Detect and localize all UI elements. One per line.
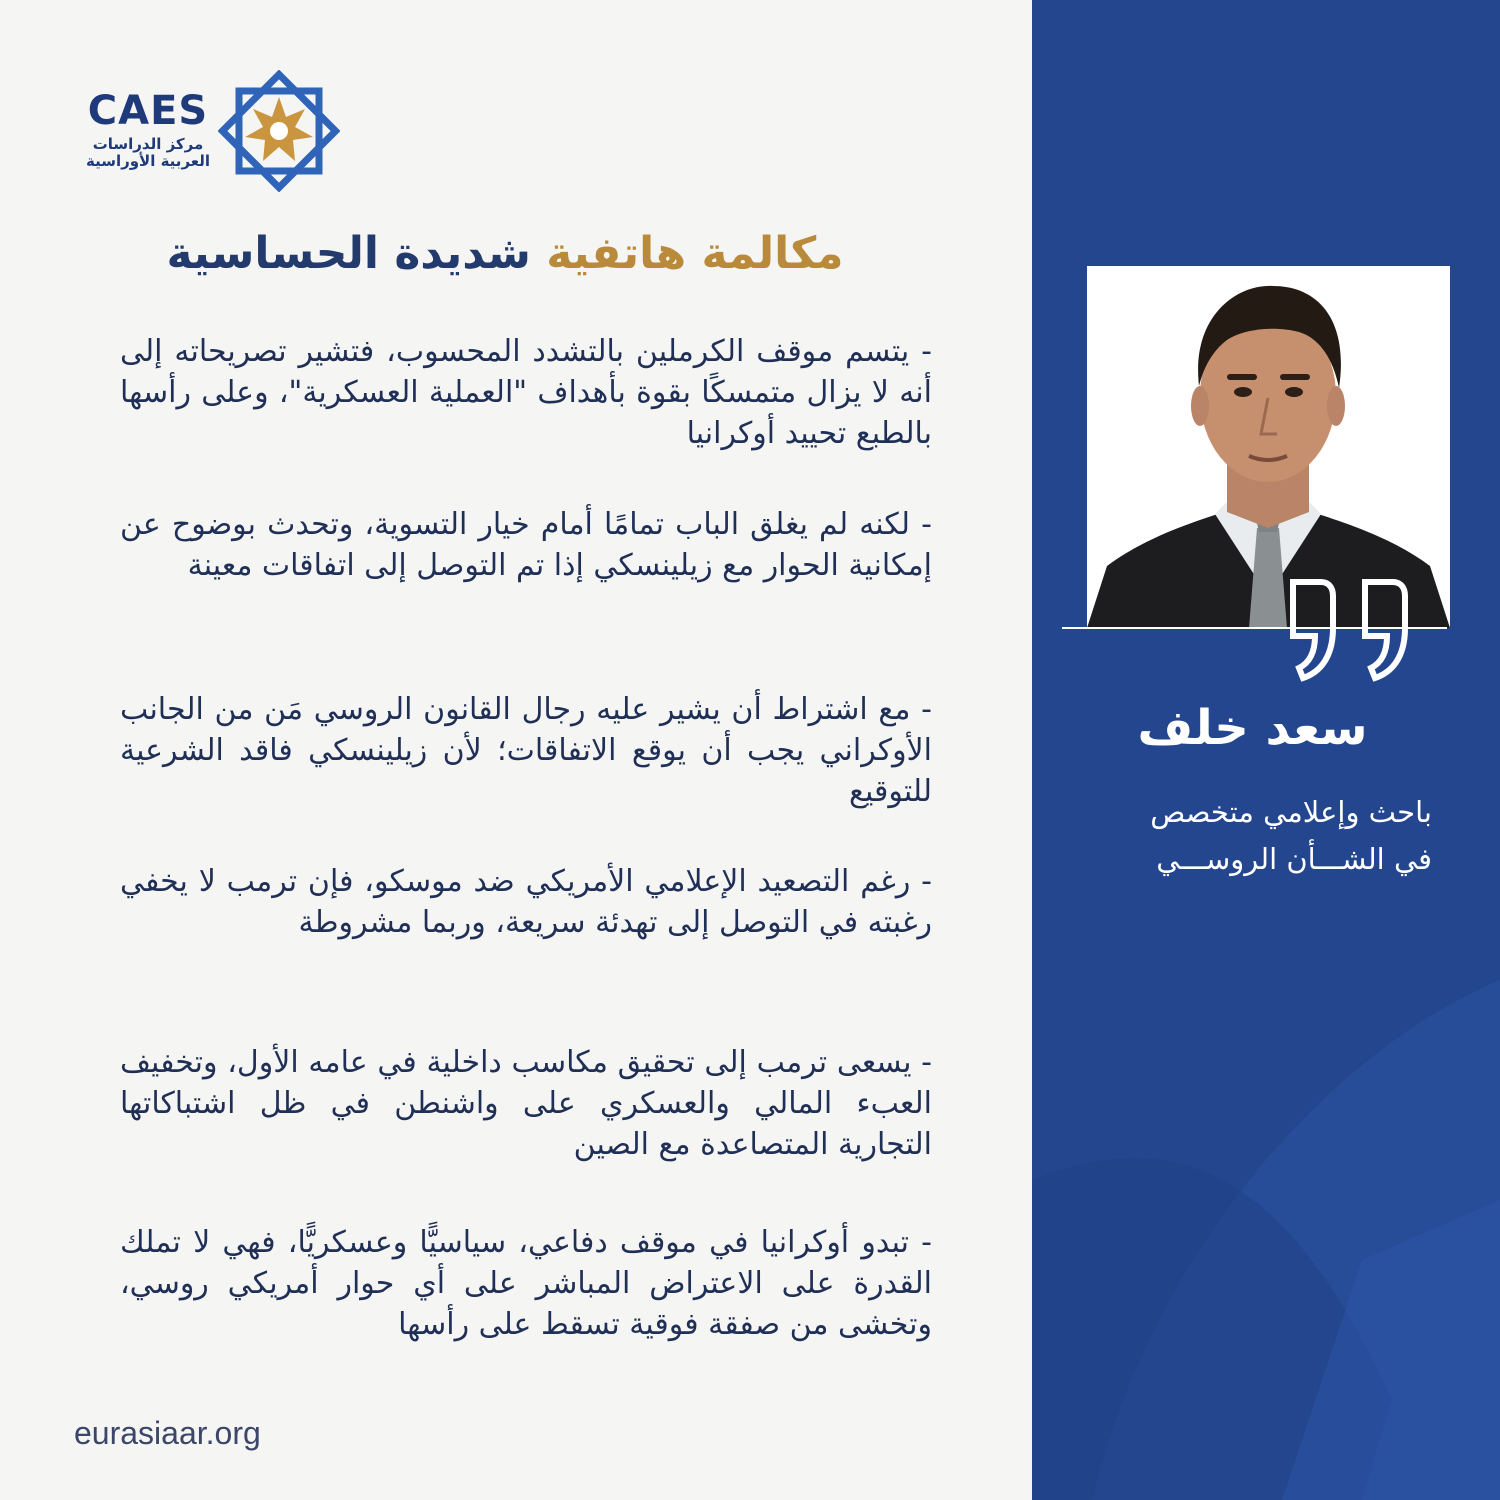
logo-abbreviation: CAES xyxy=(87,88,209,134)
bullet-paragraph-2: - لكنه لم يغلق الباب تمامًا أمام خيار التسوية، وتحدث بوضوح عن إمكانية الحوار مع زيلينسكي إذا تم التوصل إلى اتفاقات معينة xyxy=(120,507,932,583)
speaker-name: سعد خلف xyxy=(1137,700,1368,756)
bullet-paragraph-5: - يسعى ترمب إلى تحقيق مكاسب داخلية في عامه الأول، وتخفيف العبء المالي والعسكري على واشنطن في ظل اشتباكاتها التجارية المتصاعدة مع الصين xyxy=(120,1045,932,1162)
website-url: eurasiaar.org xyxy=(74,1415,261,1451)
star-emblem-icon xyxy=(218,70,340,192)
speaker-role-line-1: باحث وإعلامي متخصص xyxy=(1150,795,1432,829)
logo-arabic-line-1: مركز الدراسات xyxy=(92,135,204,153)
bullet-paragraph-4: - رغم التصعيد الإعلامي الأمريكي ضد موسكو، فإن ترمب لا يخفي رغبته في التوصل إلى تهدئة سريعة، وربما مشروطة xyxy=(120,864,932,940)
bullet-paragraph-6: - تبدو أوكرانيا في موقف دفاعي، سياسيًّا وعسكريًّا، فهي لا تملك القدرة على الاعتراض المباشر على أي حوار أمريكي روسي، وتخشى من صفقة فوقية تسقط على رأسها xyxy=(120,1225,932,1342)
portrait-illustration xyxy=(1087,266,1450,628)
caes-logo xyxy=(80,70,350,190)
speaker-photo xyxy=(1087,266,1450,628)
title-rest: شديدة الحساسية xyxy=(166,228,531,279)
bullet-paragraph-3: - مع اشتراط أن يشير عليه رجال القانون الروسي مَن من الجانب الأوكراني يجب أن يوقع الاتفاقات؛ لأن زيلينسكي فاقد الشرعية للتوقيع xyxy=(120,692,932,809)
logo-arabic-line-2: العربية الأوراسية xyxy=(85,152,211,170)
speaker-role-line-2: في الشـــأن الروســـي xyxy=(1156,842,1432,876)
quote-marks-icon xyxy=(1285,578,1425,683)
page-title xyxy=(100,228,910,279)
title-highlight: مكالمة هاتفية xyxy=(546,228,844,279)
bullet-paragraph-1: - يتسم موقف الكرملين بالتشدد المحسوب، فتشير تصريحاته إلى أنه لا يزال متمسكًا بقوة بأهداف "العملية العسكرية"، وعلى رأسها بالطبع تحييد أوكرانيا xyxy=(120,334,932,451)
